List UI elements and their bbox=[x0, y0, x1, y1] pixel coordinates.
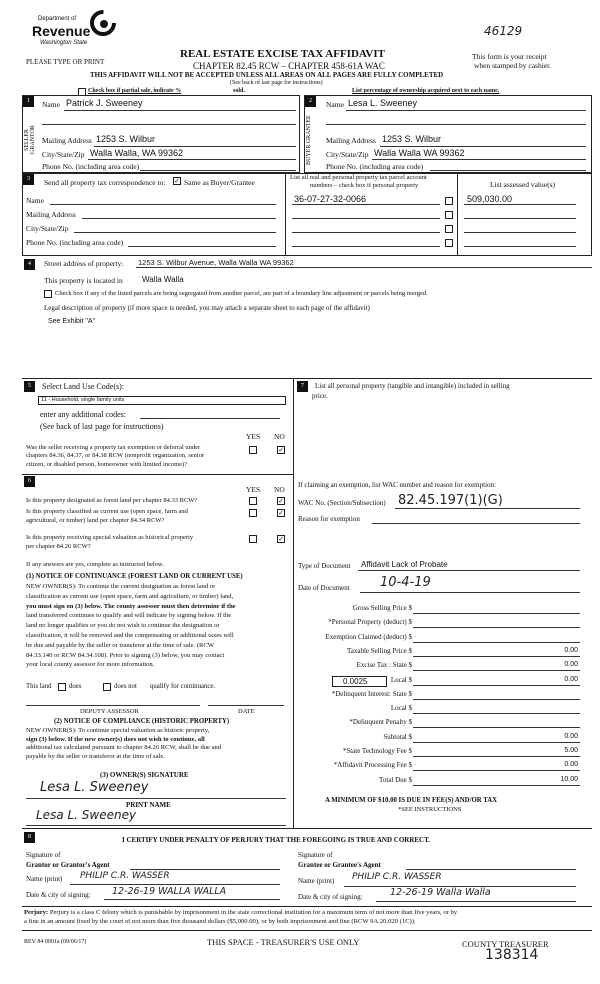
legal-description[interactable]: See Exhibit "A" bbox=[48, 318, 95, 325]
property-street[interactable]: 1253 S. Wilbur Avenue, Walla Walla WA 99362 bbox=[138, 258, 294, 267]
grantor-date-city[interactable]: 12-26-19 WALLA WALLA bbox=[112, 886, 227, 897]
exemption-no-checkbox[interactable]: ✓ bbox=[278, 446, 284, 454]
tax-row-value[interactable]: 5.00 bbox=[564, 747, 578, 754]
segregated-checkbox[interactable] bbox=[44, 290, 52, 298]
tax-row-value[interactable]: 0.00 bbox=[564, 675, 578, 683]
tax-row-value[interactable]: 0.00 bbox=[564, 661, 578, 669]
forest-no-checkbox[interactable]: ✓ bbox=[278, 497, 284, 505]
exemption-yes-checkbox[interactable] bbox=[249, 446, 257, 454]
notice-line: classification as current use (open space, farm and agriculture, or timber) land, bbox=[26, 592, 234, 600]
notice-line: payable by the seller or transferor at the time of sale. bbox=[26, 752, 165, 760]
wac-number[interactable]: 82.45.197(1)(G) bbox=[398, 493, 503, 508]
receipt-number: 46129 bbox=[484, 24, 523, 38]
notice-line: classification, it will be removed and the compensating or additional taxes will bbox=[26, 631, 234, 639]
does-not-qualify-checkbox[interactable] bbox=[103, 683, 111, 691]
property-location[interactable]: Walla Walla bbox=[142, 275, 184, 284]
notice-line: land transferred continues to qualify and will indicate by signing below. If the bbox=[26, 612, 232, 620]
historic-no-checkbox[interactable]: ✓ bbox=[278, 535, 284, 543]
notice-line: additional tax calculated pursuant to chapter 84.26 RCW, shall be due and bbox=[26, 744, 222, 751]
notice-line: be due and payable by the seller or transferor at the time of sale. (RCW bbox=[26, 641, 215, 649]
owner-signature: Lesa L. Sweeney bbox=[40, 780, 149, 795]
tax-row-value[interactable]: 0.00 bbox=[564, 646, 578, 654]
notice-line: land no longer qualifies or you do not wish to continue the designation or bbox=[26, 622, 220, 630]
seller-name[interactable]: Patrick J. Sweeney bbox=[66, 98, 143, 108]
notice-line: sign (3) below. If the new owner(s) does not wish to continue, all bbox=[26, 735, 205, 743]
grantee-date-city[interactable]: 12-26-19 Walla Walla bbox=[390, 887, 491, 898]
compliance-notice bbox=[26, 727, 221, 761]
tax-row-label: *Delinquent Interest: State $ bbox=[331, 689, 412, 698]
local-rate-box: 0.0025 bbox=[332, 676, 387, 687]
notice-line: your local county assessor for more information. bbox=[26, 661, 155, 669]
buyer-address[interactable]: 1253 S. Wilbur bbox=[382, 134, 442, 144]
personal-property-checkbox[interactable] bbox=[445, 225, 453, 233]
grantor-print-name[interactable]: PHILIP C.R. WASSER bbox=[80, 871, 170, 881]
notice-line: NEW OWNER(S): To continue special valuation as historic property, bbox=[26, 727, 210, 734]
tax-row-label: Local $ bbox=[390, 704, 412, 713]
assessed-value[interactable]: 509,030.00 bbox=[467, 194, 513, 204]
seller-city[interactable]: Walla Walla, WA 99362 bbox=[90, 148, 184, 158]
treasurer-stamp-number: 138314 bbox=[485, 947, 539, 963]
tax-row-label: Taxable Selling Price $ bbox=[346, 646, 412, 655]
form-title: REAL ESTATE EXCISE TAX AFFIDAVIT bbox=[180, 48, 385, 60]
tax-row-label: Exemption Claimed (deduct) $ bbox=[325, 632, 412, 641]
grantee-print-name[interactable]: PHILIP C.R. WASSER bbox=[352, 872, 442, 882]
tax-row-value[interactable]: 0.00 bbox=[564, 761, 578, 769]
owner-printed-name: Lesa L. Sweeney bbox=[36, 808, 137, 822]
notice-line: you must sign on (3) below. The county assessor must then determine if the bbox=[26, 602, 236, 610]
tax-row-label: *State Technology Fee $ bbox=[342, 747, 412, 755]
document-date[interactable]: 10-4-19 bbox=[380, 575, 431, 590]
current-use-no-checkbox[interactable]: ✓ bbox=[278, 509, 284, 517]
parcel-number[interactable]: 36-07-27-32-0066 bbox=[294, 194, 367, 204]
dor-logo: Department of Revenue Washington State bbox=[32, 14, 117, 54]
personal-property-checkbox[interactable] bbox=[445, 197, 453, 205]
seller-address[interactable]: 1253 S. Wilbur bbox=[96, 134, 156, 144]
tax-row-label: Local $ bbox=[390, 675, 412, 684]
tax-row-value[interactable]: 10.00 bbox=[560, 775, 578, 783]
does-qualify-checkbox[interactable] bbox=[58, 683, 66, 691]
tax-row-value[interactable]: 0.00 bbox=[564, 732, 578, 740]
forest-yes-checkbox[interactable] bbox=[249, 497, 257, 505]
tax-row-label: *Personal Property (deduct) $ bbox=[328, 618, 412, 627]
land-use-code-select[interactable]: 11 - Household, single family units bbox=[38, 396, 286, 405]
personal-property-checkbox[interactable] bbox=[445, 239, 453, 247]
tax-row-label: Subtotal $ bbox=[383, 732, 412, 741]
personal-property-checkbox[interactable] bbox=[445, 211, 453, 219]
same-as-buyer-checkbox[interactable]: ✓ bbox=[174, 177, 180, 185]
buyer-name[interactable]: Lesa L. Sweeney bbox=[348, 98, 418, 108]
current-use-yes-checkbox[interactable] bbox=[249, 509, 257, 517]
buyer-city[interactable]: Walla Walla WA 99362 bbox=[374, 148, 465, 158]
tax-row-label: *Delinquent Penalty $ bbox=[349, 718, 412, 727]
document-type[interactable]: Affidavit Lack of Probate bbox=[361, 560, 448, 569]
perjury-notice: Perjury: Perjury is a class C felony which is punishable by imprisonment in the state correctional institution for a maximum term of not more than five years, or by bbox=[24, 909, 458, 916]
tax-row-label: Gross Selling Price $ bbox=[352, 604, 412, 612]
revenue-logo-icon bbox=[90, 10, 116, 36]
notice-line: NEW OWNER(S): To continue the current designation as forest land or bbox=[26, 583, 216, 590]
historic-yes-checkbox[interactable] bbox=[249, 535, 257, 543]
tax-row-label: *Affidavit Processing Fee $ bbox=[333, 761, 412, 770]
tax-row-label: Total Due $ bbox=[379, 775, 412, 784]
notice-line: 84.33.140 or RCW 84.34.108). Prior to signing (3) below, you may contact bbox=[26, 651, 225, 659]
continuance-notice bbox=[26, 582, 236, 670]
tax-row-label: Excise Tax : State $ bbox=[356, 661, 412, 670]
